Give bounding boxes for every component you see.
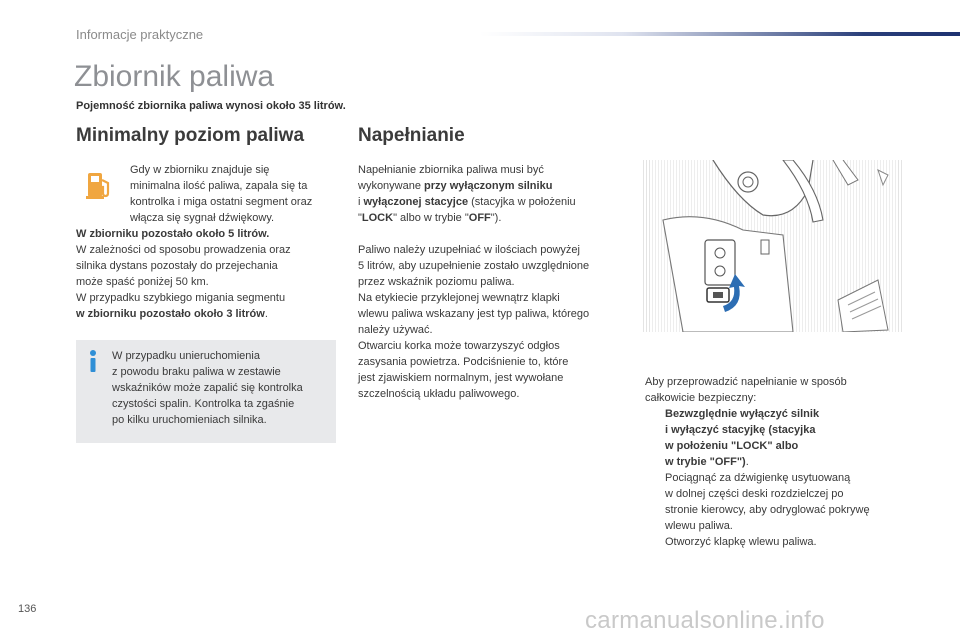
- watermark: carmanualsonline.info: [585, 607, 825, 634]
- refuelling-notes: Paliwo należy uzupełniać w ilościach powyżej 5 litrów, aby uzupełnienie zostało uwzględnione przez wskaźnik poziomu paliwa. Na etykiecie przyklejonej wewnątrz klapki wlewu paliwa wskazany jest typ paliwa, którego należy używać. Otwarciu korka może towarzyszyć odgłos zasysania powietrza. Podciśnienie to, które jest zjawiskiem normalnym, jest wywołane szczelnością układu paliwowego.: [358, 244, 590, 400]
- refuelling-heading: Napełnianie: [358, 125, 465, 146]
- step-item: Otworzyć klapkę wlewu paliwa.: [665, 536, 817, 548]
- info-text: W przypadku unieruchomienia z powodu braku paliwa w zestawie wskaźników może zapalić się kontrolka czystości spalin. Kontrolka ta zgaśnie po kilku uruchomieniach silnika.: [112, 350, 303, 426]
- refuelling-steps: Aby przeprowadzić napełnianie w sposób całkowicie bezpieczny: Bezwzględnie wyłączyć silnik i wyłączyć stacyjkę (stacyjka w położeniu "LOCK" albo w trybie "OFF"). Pociągnąć za dźwigienkę usytuowaną w dolnej części deski rozdzielczej po stronie kierowcy, aby odryglować pokrywę wlewu paliwa. Otworzyć klapkę wlewu paliwa.: [645, 374, 910, 550]
- fuel-pump-icon: [86, 170, 114, 200]
- remaining-fuel-text: W zbiorniku pozostało około 5 litrów. W zależności od sposobu prowadzenia oraz silnika dystans pozostały do przejechania może spaść poniżej 50 km. W przypadku szybkiego migania segmentu w zbiorniku pozostało około 3 litrów.: [76, 228, 291, 320]
- page-title: Zbiornik paliwa: [74, 60, 275, 93]
- low-fuel-description: Gdy w zbiorniku znajduje się minimalna ilość paliwa, zapala się ta kontrolka i miga ostatni segment oraz włącza się sygnał dźwiękowy.: [130, 164, 313, 224]
- refuelling-conditions: Napełnianie zbiornika paliwa musi być wykonywane przy wyłączonym silniku i wyłączonej stacyjce (stacyjka w położeniu "LOCK" albo w trybie "OFF").: [358, 164, 576, 224]
- page-number: 136: [18, 603, 37, 615]
- minimum-level-heading: Minimalny poziom paliwa: [76, 125, 305, 146]
- info-icon: [86, 349, 100, 373]
- header-bar: [480, 32, 960, 36]
- capacity-note: Pojemność zbiornika paliwa wynosi około 35 litrów.: [76, 100, 346, 112]
- section-label: Informacje praktyczne: [76, 27, 204, 42]
- step-item: Bezwzględnie wyłączyć silnik i wyłączyć stacyjkę (stacyjka w położeniu "LOCK" albo w trybie "OFF").: [665, 408, 820, 468]
- step-item: Pociągnąć za dźwigienkę usytuowaną w dolnej części deski rozdzielczej po stronie kierowcy, aby odryglować pokrywę wlewu paliwa.: [665, 472, 870, 532]
- fuel-release-lever-illustration: [643, 160, 904, 332]
